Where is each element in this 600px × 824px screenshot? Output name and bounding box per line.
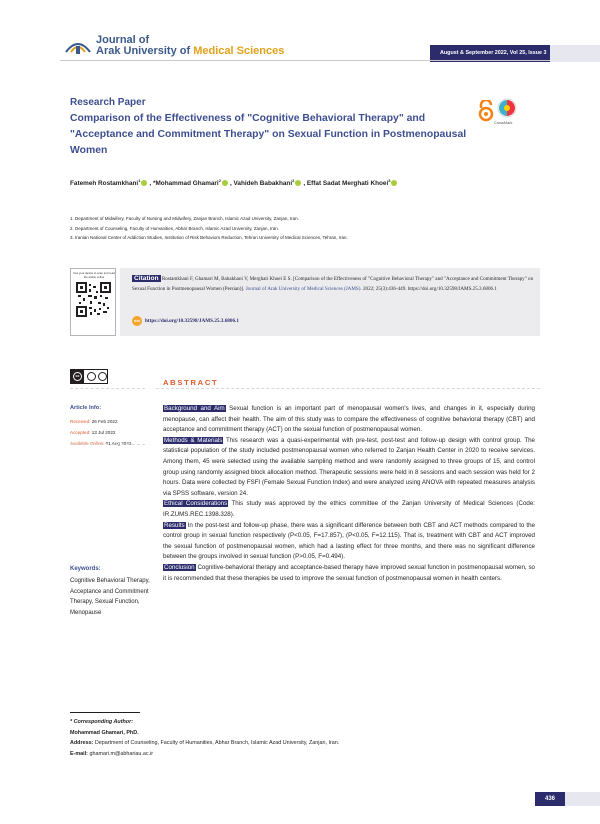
author-affiliation-mark: 2: [218, 178, 221, 183]
author-affiliation-mark: 1: [138, 178, 141, 183]
corresponding-title: * Corresponding Author:: [70, 719, 133, 725]
page-header: [0, 0, 600, 68]
page-number-tail: [565, 792, 600, 806]
qr-caption: Use your device to scan and read the article online: [73, 271, 115, 279]
orcid-icon[interactable]: [222, 180, 228, 186]
received-label: Received:: [70, 419, 91, 424]
author-name: Vahideh Babakhani: [233, 180, 293, 188]
doi-link[interactable]: https://doi.org/10.32598/JAMS.25.3.6806.1: [145, 318, 239, 325]
issue-info: August & September 2022, Vol 25, Issue 3: [430, 45, 550, 62]
accepted-label: Accepted:: [70, 430, 91, 435]
cc-nc-icon: [98, 372, 107, 381]
crossmark-label: CrossMark: [494, 121, 513, 125]
methods-text: This research was a quasi-experimental with pre-test, post-test and follow-up design with control group. The statistical population of the study included postmenopausal women who referred to Zanjan Health Center in 2020 to receive services. Among them, 45 were selected using the available sampling method and were randomly assigned to three groups of 15, and control group using randomly assigned block allocation method. Therapeutic sessions were held in 8 sessions and each session was held for 2 hours. Data were collected by FSFI (Female Sexual Function Index) and were analyzed using ANOVA with repeated measures analysis via SPSS software, version 24.: [163, 436, 535, 497]
abstract-heading: ABSTRACT: [163, 378, 219, 387]
paper-type: Research Paper: [70, 97, 146, 108]
affiliation-item: 2. Department of Counseling, Faculty of Humanities, Abhar Branch, Islamic Azad University, Zanjan, Iran.: [70, 225, 280, 231]
background-label: Background and Aim: [164, 405, 225, 412]
citation-tail: 2022; 25(3):436-449. https://doi.org/10.32598/JAMS.25.3.6806.1: [362, 286, 497, 292]
article-info-heading: Article Info:: [70, 405, 102, 411]
author-name: Fatemeh Rostamkhani: [70, 180, 139, 188]
online-value: 01 Aug 2022: [105, 441, 132, 446]
qr-code-icon[interactable]: [76, 282, 111, 317]
footnote-rule: [70, 712, 140, 713]
orcid-icon[interactable]: [391, 180, 397, 186]
email-label: E-mail:: [70, 750, 88, 757]
journal-logo-icon: [64, 34, 92, 56]
address-label: Address:: [70, 740, 94, 747]
affiliation-item: 3. Iranian National Center of Addiction Studies, Institution of Risk Behaviors Reduction, Tehran University of Medical Sciences, Tehran, Iran.: [70, 235, 348, 241]
keywords-heading: Keywords:: [70, 566, 101, 572]
issue-tab-tail: [550, 45, 600, 62]
corresponding-author-block: [70, 717, 530, 759]
results-text: In the post-test and follow-up phase, there was a significant difference between both CBT and ACT methods compared to the control group in sexual function respectively (P<0.05, F=17.857), (P<0.05, F=12.115). That is, treatment with CBT and ACT improved the sexual function of postmenopausal women, which had a lasting effect for three months, and there was no significant difference between the groups involved in sexual function (P>0.05, F=0.494).: [163, 521, 535, 561]
cc-icon: cc: [73, 372, 82, 381]
corresponding-mark: *: [152, 180, 156, 188]
affiliation-list: [70, 214, 540, 243]
address-text: Department of Counseling, Faculty of Humanities, Abhar Branch, Islamic Azad University, Zanjan, Iran.: [93, 740, 340, 747]
header-divider: [60, 60, 550, 61]
keywords-list: Cognitive Behavioral Therapy, Acceptance and Commitment Therapy, Sexual Function, Menopause: [70, 578, 150, 617]
doi-icon: doi: [132, 316, 142, 326]
orcid-icon[interactable]: [141, 180, 147, 186]
paper-title: Comparison of the Effectiveness of "Cognitive Behavioral Therapy" and "Acceptance and Commitment Therapy" on Sexual Function in Postmenopausal Women: [70, 113, 467, 156]
methods-label: Methods & Materials: [164, 436, 223, 444]
citation-panel: [120, 268, 540, 336]
affiliation-item: 1. Department of Midwifery, Faculty of Nursing and Midwifery, Zanjan Branch, Islamic Azad University, Zanjan, Iran.: [70, 216, 299, 221]
citation-authors-title: Rostamkhani F, Ghamari M, Babakhani V, Merghati Khoei E S. [Comparison of the Effectiveness of "Cognitive Behavioral Therapy" and "Acceptance and Commitment Therapy" on Sexual Function in Postmenopausal Women (Persian)].: [132, 276, 534, 292]
conclusion-text: Cognitive-behavioral therapy and acceptance-based therapy have improved sexual function in postmenopausal women, so it is recommended that these therapies be used to improve the sexual function of postmenopausal women in health centers.: [163, 563, 535, 582]
background-text: Sexual function is an important part of menopausal women's lives, and changes in it, especially during menopause, can affect their health. The aim of this study was to compare the effectiveness of cognitive behavioral therapy (CBT) and acceptance and commitment therapy (ACT) on the sexual function of postmenopausal women.: [163, 405, 535, 434]
cc-license-badge[interactable]: [70, 369, 108, 384]
sidebar-divider-2: [70, 444, 145, 445]
journal-name-line1: Journal of: [96, 34, 150, 46]
author-name: Mohammad Ghamari: [155, 180, 219, 188]
open-access-icon[interactable]: [476, 100, 496, 122]
page-number: 436: [535, 792, 565, 806]
received-date: [70, 416, 131, 427]
conclusion-label: Conclusion: [164, 563, 195, 571]
doi-row: [132, 316, 239, 326]
abstract-body: [163, 404, 535, 584]
journal-name-line2-accent: Medical Sciences: [193, 45, 285, 57]
author-affiliation-mark: 2: [292, 178, 295, 183]
accepted-value: 13 Jul 2022: [91, 430, 116, 435]
ethics-text: This study was approved by the ethics committee of the Zanjan University of Medical Sciences (Code: IR.ZUMS.REC.1398.328).: [163, 500, 535, 518]
author-list: Fatemeh Rostamkhani$^1$ , *Mohammad Ghamari$^2$ , Vahideh Babakhani$^2$ , Effat Sadat Merghati Khoei$^3$: [70, 178, 399, 187]
cc-logo: [71, 370, 84, 383]
abstract-divider: [156, 388, 540, 389]
citation-label: Citation: [134, 275, 159, 282]
journal-name: [96, 35, 284, 57]
journal-name-line2: Arak University of: [96, 45, 191, 57]
author-affiliation-mark: 3: [388, 178, 391, 183]
qr-panel: [70, 268, 116, 336]
accepted-date: [70, 427, 131, 438]
corresponding-name: Mohammad Ghamari, PhD.: [70, 729, 139, 736]
citation-text: [132, 274, 536, 294]
orcid-icon[interactable]: [295, 180, 301, 186]
online-label: Available Online:: [70, 441, 105, 446]
results-label: Results: [164, 521, 185, 529]
received-value: 26 Feb 2022: [91, 419, 118, 424]
author-name: Effat Sadat Merghati Khoei: [306, 180, 389, 188]
ethics-label: Ethical Considerations: [164, 500, 228, 508]
email-link[interactable]: ghamari.m@abhariau.ac.ir: [87, 750, 154, 757]
sidebar-divider: [70, 388, 145, 389]
citation-journal: Journal of Arak University of Medical Sciences (JAMS).: [245, 286, 362, 292]
cc-by-icon: [87, 372, 96, 381]
